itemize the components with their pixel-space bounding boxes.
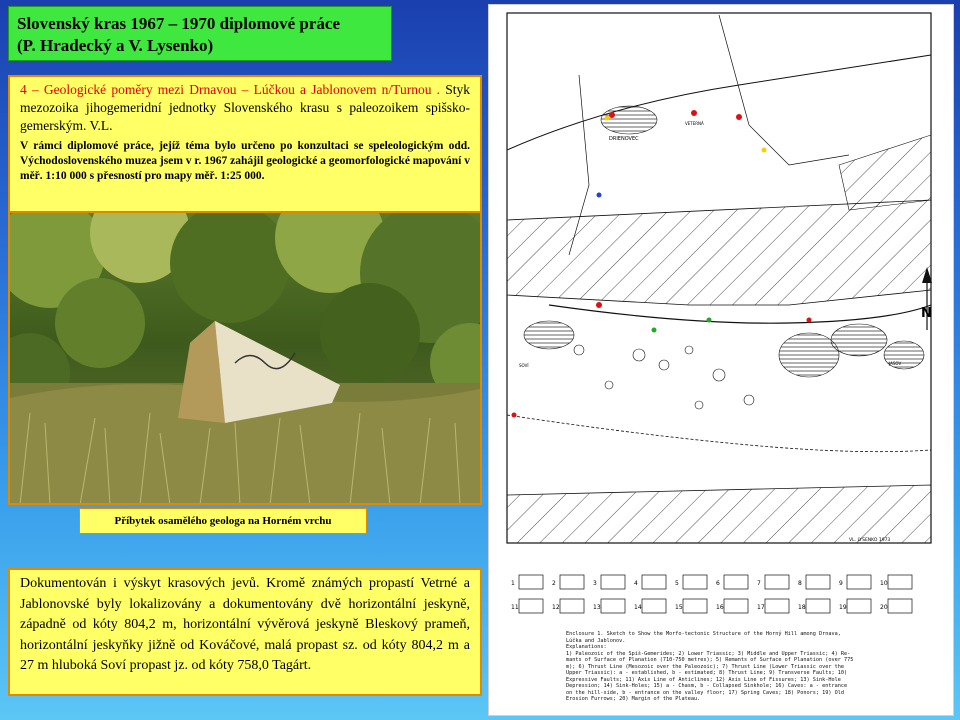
- legend-number: 20: [880, 604, 888, 611]
- legend-box: [765, 599, 789, 613]
- info-heading-black: Styk mezozoika jihogemeridní jednotky Slovenského krasu s paleozoikem spišsko-gemerským. V.L.: [20, 82, 470, 133]
- legend-number: 11: [511, 604, 519, 611]
- legend-number: 5: [675, 580, 679, 587]
- map-label-jasov: JASOV: [889, 361, 902, 366]
- legend-number: 6: [716, 580, 720, 587]
- legend-number: 4: [634, 580, 638, 587]
- legend-box: [806, 575, 830, 589]
- legend-number: 13: [593, 604, 601, 611]
- tent-photo: [8, 213, 482, 505]
- legend-line: Upper Triassic): a - established, b - estimated; 8) Thrust Line; 9) Transverse Faults; 10): [566, 670, 848, 676]
- legend-box: [642, 599, 666, 613]
- legend-box: [519, 575, 543, 589]
- legend-line: 1) Paleozoic of the Spiš-Gemerides; 2) Lower Triassic; 3) Middle and Upper Triassic; 4) Re-: [566, 650, 851, 657]
- legend-line: Enclosure 1. Sketch to Show the Morfo-tectonic Structure of the Horný Hill among Drnava,: [566, 631, 841, 637]
- map-signature: VL. LYSENKO 1973: [849, 538, 891, 543]
- legend-line: Lúčka and Jablonov.: [566, 637, 626, 644]
- legend-line: Depression; 14) Sink-Holes; 15) a - Chasm, b - Collapsed Sinkhole; 16) Caves: a - entrance: [566, 683, 848, 689]
- info-heading: [20, 81, 470, 135]
- legend-box: [683, 575, 707, 589]
- legend-box: [724, 575, 748, 589]
- info-heading-red: 4 – Geologické poměry mezi Drnavou – Lúčkou a Jablonovem n/Turnou .: [20, 82, 441, 97]
- legend-number: 15: [675, 604, 683, 611]
- geological-map-drawing: [489, 5, 954, 716]
- legend-line: on the hill-side, b - entrance on the valley floor; 17) Spring Caves; 18) Ponors; 19) Old: [566, 689, 844, 696]
- legend-box: [642, 575, 666, 589]
- legend-box: [601, 575, 625, 589]
- legend-box: [519, 599, 543, 613]
- title-line-1: Slovenský kras 1967 – 1970 diplomové práce: [17, 14, 341, 33]
- legend-number: 3: [593, 580, 597, 587]
- legend-number: 12: [552, 604, 560, 611]
- legend-line: mants of Surface of Planation (710-750 metres); 5) Remants of Surface of Planation (over 775: [566, 657, 854, 663]
- legend-box: [888, 599, 912, 613]
- legend-line: Explanations:: [566, 644, 607, 650]
- title-line-2: (P. Hradecký a V. Lysenko): [17, 36, 214, 55]
- legend-line: m); 6) Thrust Line (Mesozoic over the Paleozoic); 7) Thrust Line (Lower Triassic over the: [566, 663, 844, 670]
- legend-text: [566, 631, 854, 703]
- legend-number: 18: [798, 604, 806, 611]
- legend-number: 1: [511, 580, 515, 587]
- legend-number: 17: [757, 604, 765, 611]
- legend-box: [806, 599, 830, 613]
- photo-caption: Příbytek osamělého geologa na Horném vrchu: [79, 508, 367, 534]
- documentation-box: Dokumentován i výskyt krasových jevů. Kromě známých propastí Vetrné a Jablonovské byly lokalizovány a dokumentovány dvě horizontální jeskyně, západně od kóty 804,2 m, horizontální vývěrová jeskyně Bleskový prameň, horizontální jeskyňky jižně od Kováčové, malá propast sz. od kóty 804,2 m a 27 m hluboká Soví propast jz. od kóty 758,0 Tagárt.: [8, 568, 482, 696]
- geological-map: [488, 4, 954, 716]
- legend-box: [560, 575, 584, 589]
- legend-line: Erosion Furrows; 20) Margin of the Plateau.: [566, 696, 701, 702]
- legend-number: 19: [839, 604, 847, 611]
- north-label: N: [921, 306, 932, 321]
- title-box: [8, 6, 392, 61]
- info-box: [8, 75, 482, 213]
- map-label-drienovec: DRIENOVEC: [609, 136, 639, 142]
- legend-number: 7: [757, 580, 761, 587]
- legend-number: 9: [839, 580, 843, 587]
- map-label-sovi: SOVÍ: [519, 363, 529, 368]
- legend-number: 16: [716, 604, 724, 611]
- legend-box: [601, 599, 625, 613]
- legend-box: [847, 599, 871, 613]
- legend-box: [724, 599, 748, 613]
- legend-box: [847, 575, 871, 589]
- legend-number: 8: [798, 580, 802, 587]
- legend-boxes: [511, 575, 912, 613]
- legend-box: [560, 599, 584, 613]
- legend-line: Expressive Faults; 11) Axis Line of Anticlines; 12) Axis Line of Fissures; 13) Sink-Hole: [566, 676, 841, 683]
- legend-number: 14: [634, 604, 642, 611]
- legend-box: [765, 575, 789, 589]
- map-label-veterna: VETERNÁ: [685, 121, 704, 126]
- legend-number: 2: [552, 580, 556, 587]
- legend-box: [888, 575, 912, 589]
- tent-photo-image: [10, 213, 482, 505]
- legend-number: 10: [880, 580, 888, 587]
- legend-box: [683, 599, 707, 613]
- info-paragraph: V rámci diplomové práce, jejíž téma bylo určeno po konzultaci se speleologickým odd. Východoslovenského muzea jsem v r. 1967 zahájil geologické a geomorfologické mapování v měř. 1:10 000 s přesností pro mapy měř. 1:25 000.: [20, 140, 470, 182]
